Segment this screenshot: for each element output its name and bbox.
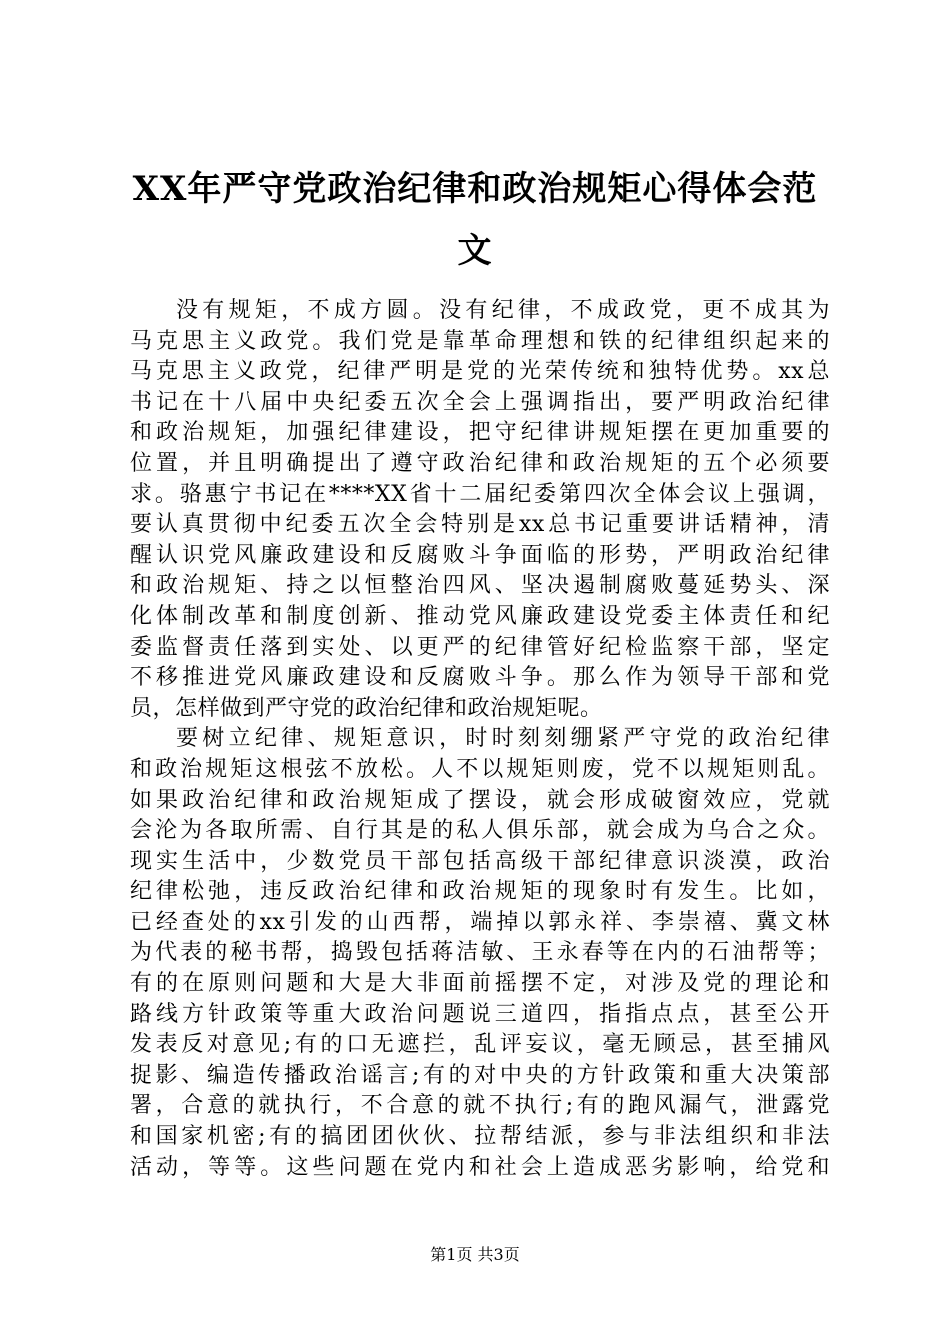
text-line: 捉影、编造传播政治谣言;有的对中央的方针政策和重大决策部: [130, 1062, 830, 1088]
text-line: 和政治规矩这根弦不放松。人不以规矩则废，党不以规矩则乱。: [130, 756, 830, 782]
text-line: 和国家机密;有的搞团团伙伙、拉帮结派，参与非法组织和非法: [130, 1124, 830, 1150]
text-line: 现实生活中，少数党员干部包括高级干部纪律意识淡漠，政治: [130, 848, 830, 874]
text-line: 要认真贯彻中纪委五次全会特别是xx总书记重要讲话精神，清: [130, 512, 830, 538]
text-line: 和政治规矩、持之以恒整治四风、坚决遏制腐败蔓延势头、深: [130, 573, 830, 599]
text-line: 位置，并且明确提出了遵守政治纪律和政治规矩的五个必须要: [130, 450, 830, 476]
text-line: 和政治规矩，加强纪律建设，把守纪律讲规矩摆在更加重要的: [130, 420, 830, 446]
text-line: 醒认识党风廉政建设和反腐败斗争面临的形势，严明政治纪律: [130, 542, 830, 568]
text-line: 已经查处的xx引发的山西帮，端掉以郭永祥、李崇禧、冀文林: [130, 909, 830, 935]
text-line: 活动，等等。这些问题在党内和社会上造成恶劣影响，给党和: [130, 1154, 830, 1180]
text-line: 委监督责任落到实处、以更严的纪律管好纪检监察干部，坚定: [130, 634, 830, 660]
text-line: 马克思主义政党。我们党是靠革命理想和铁的纪律组织起来的: [130, 328, 830, 354]
page-footer: [0, 1245, 950, 1265]
text-line: 没有规矩，不成方圆。没有纪律，不成政党，更不成其为: [176, 298, 830, 323]
title-line: 文: [457, 231, 493, 271]
text-line: 路线方针政策等重大政治问题说三道四，指指点点，甚至公开: [130, 1001, 830, 1027]
text-line: 署，合意的就执行，不合意的就不执行;有的跑风漏气，泄露党: [130, 1093, 830, 1119]
text-line: 纪律松弛，违反政治纪律和政治规矩的现象时有发生。比如，: [130, 879, 830, 905]
document-body: [130, 296, 830, 1183]
text-line: 会沦为各取所需、自行其是的私人俱乐部，就会成为乌合之众。: [130, 818, 830, 844]
text-line: 不移推进党风廉政建设和反腐败斗争。那么作为领导干部和党: [130, 665, 830, 691]
title-line: XX年严守党政治纪律和政治规矩心得体会范: [132, 169, 818, 209]
text-line: 要树立纪律、规矩意识，时时刻刻绷紧严守党的政治纪律: [176, 726, 830, 752]
page-indicator: 第1页 共3页: [430, 1245, 520, 1264]
text-line: 为代表的秘书帮，捣毁包括蒋洁敏、王永春等在内的石油帮等；: [130, 940, 830, 966]
text-line: 如果政治纪律和政治规矩成了摆设，就会形成破窗效应，党就: [130, 787, 830, 813]
text-line: 书记在十八届中央纪委五次全会上强调指出，要严明政治纪律: [130, 389, 830, 415]
document-title: [130, 158, 820, 282]
text-line: 有的在原则问题和大是大非面前摇摆不定，对涉及党的理论和: [130, 971, 830, 997]
text-line: 员，怎样做到严守党的政治纪律和政治规矩呢。: [130, 695, 603, 721]
body-paragraph: [130, 724, 830, 1183]
text-line: 求。骆惠宁书记在****XX省十二届纪委第四次全体会议上强调，: [130, 481, 830, 507]
body-paragraph: [130, 296, 830, 724]
text-line: 化体制改革和制度创新、推动党风廉政建设党委主体责任和纪: [130, 603, 830, 629]
text-line: 马克思主义政党，纪律严明是党的光荣传统和独特优势。xx总: [130, 359, 830, 385]
text-line: 发表反对意见;有的口无遮拦，乱评妄议，毫无顾忌，甚至捕风: [130, 1032, 830, 1058]
